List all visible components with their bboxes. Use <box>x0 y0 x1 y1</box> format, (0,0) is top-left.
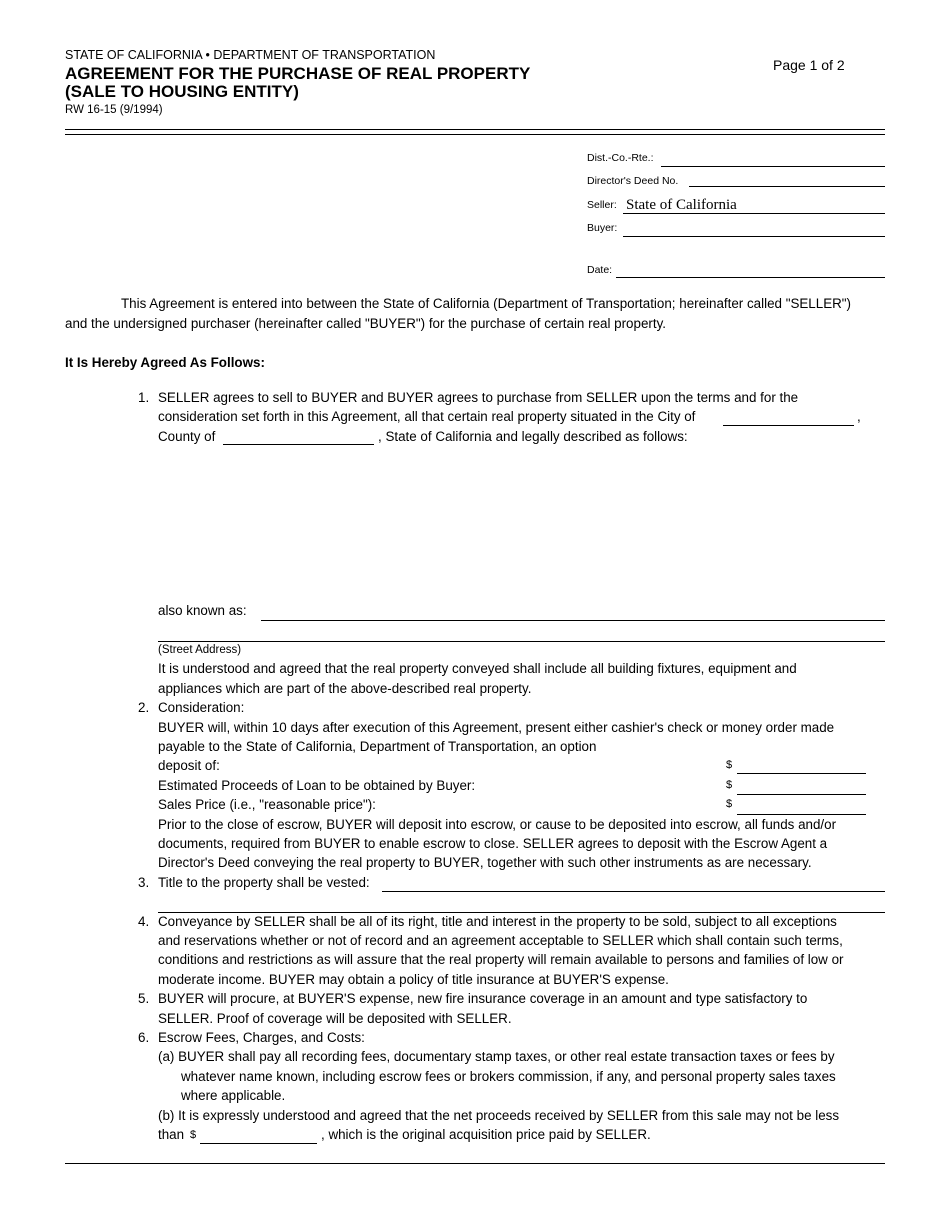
item2-heading: Consideration: <box>158 700 245 715</box>
item4-line1: Conveyance by SELLER shall be all of its right, title and interest in the property to be sold, subject to all exceptions <box>158 914 837 929</box>
item6-number: 6. <box>138 1030 150 1045</box>
county-label: County of <box>158 429 216 444</box>
intro-line1: This Agreement is entered into between the State of California (Department of Transportation; hereinafter called "SELLER") <box>121 296 852 311</box>
item1-line1: SELLER agrees to sell to BUYER and BUYER agrees to purchase from SELLER upon the terms and for the <box>158 390 799 405</box>
item6-b-prefix: than <box>158 1127 185 1142</box>
item6-a-line1: (a) BUYER shall pay all recording fees, documentary stamp taxes, or other real estate transaction taxes or fees by <box>158 1049 835 1064</box>
agreed-heading: It Is Hereby Agreed As Follows: <box>65 355 265 370</box>
item5-line2: SELLER. Proof of coverage will be deposited with SELLER. <box>158 1011 512 1026</box>
loan-field[interactable] <box>737 794 866 795</box>
price-label: Sales Price (i.e., "reasonable price"): <box>158 797 376 812</box>
price-currency: $ <box>726 798 733 810</box>
deposit-label: deposit of: <box>158 758 220 773</box>
form-title-line2: (SALE TO HOUSING ENTITY) <box>65 82 299 101</box>
street-address-label: (Street Address) <box>158 644 242 656</box>
buyer-label: Buyer: <box>587 222 618 234</box>
item1-line2: consideration set forth in this Agreement, all that certain real property situated in the City of <box>158 409 696 424</box>
item2-number: 2. <box>138 700 150 715</box>
item2-line2: payable to the State of California, Department of Transportation, an option <box>158 739 597 754</box>
form-number: RW 16-15 (9/1994) <box>65 104 163 116</box>
deposit-field[interactable] <box>737 773 866 774</box>
deposit-currency: $ <box>726 759 733 771</box>
seller-field[interactable] <box>623 213 885 214</box>
form-title <box>65 65 625 101</box>
item4-line4: moderate income. BUYER may obtain a policy of title insurance at BUYER'S expense. <box>158 972 669 987</box>
item6-b-suffix: , which is the original acquisition price paid by SELLER. <box>321 1127 651 1142</box>
county-field[interactable] <box>223 444 374 445</box>
fixtures-line2: appliances which are part of the above-described real property. <box>158 681 532 696</box>
loan-currency: $ <box>726 779 733 791</box>
escrow-line2: documents, required from BUYER to enable escrow to close. SELLER agrees to deposit with the Escrow Agent a <box>158 836 828 851</box>
intro-line2: and the undersigned purchaser (hereinafter called "BUYER") for the purchase of certain real property. <box>65 316 667 331</box>
aka-field[interactable] <box>261 620 885 621</box>
acquisition-price-field[interactable] <box>200 1143 317 1144</box>
dist-label: Dist.-Co.-Rte.: <box>587 152 654 164</box>
title-vesting-field[interactable] <box>382 891 885 892</box>
item6-a-line3: where applicable. <box>181 1088 286 1103</box>
item6-heading: Escrow Fees, Charges, and Costs: <box>158 1030 365 1045</box>
form-title-line1: AGREEMENT FOR THE PURCHASE OF REAL PROPERTY <box>65 64 531 83</box>
date-field[interactable] <box>616 277 885 278</box>
acquisition-currency: $ <box>190 1129 197 1141</box>
item4-line2: and reservations whether or not of record and an agreement acceptable to SELLER which shall contain such terms, <box>158 933 843 948</box>
seller-label: Seller: <box>587 199 617 211</box>
seller-value: State of California <box>626 197 737 213</box>
item1-comma: , <box>857 409 861 424</box>
loan-label: Estimated Proceeds of Loan to be obtained by Buyer: <box>158 778 476 793</box>
date-label: Date: <box>587 264 613 276</box>
item3-number: 3. <box>138 875 150 890</box>
item5-line1: BUYER will procure, at BUYER'S expense, new fire insurance coverage in an amount and type satisfactory to <box>158 991 808 1006</box>
item4-number: 4. <box>138 914 150 929</box>
item3-text: Title to the property shall be vested: <box>158 875 370 890</box>
escrow-line1: Prior to the close of escrow, BUYER will deposit into escrow, or cause to be deposited into escrow, all funds and/or <box>158 817 837 832</box>
item5-number: 5. <box>138 991 150 1006</box>
item1-number: 1. <box>138 390 150 405</box>
county-tail: , State of California and legally described as follows: <box>378 429 688 444</box>
buyer-field[interactable] <box>623 236 885 237</box>
deed-field[interactable] <box>689 186 885 187</box>
item2-line1: BUYER will, within 10 days after execution of this Agreement, present either cashier's check or money order made <box>158 720 835 735</box>
deed-label: Director's Deed No. <box>587 175 679 187</box>
dist-field[interactable] <box>661 166 885 167</box>
footer-divider <box>65 1163 885 1164</box>
city-field[interactable] <box>723 425 854 426</box>
item6-b-line1: (b) It is expressly understood and agreed that the net proceeds received by SELLER from this sale may not be less <box>158 1108 840 1123</box>
fixtures-line1: It is understood and agreed that the real property conveyed shall include all building fixtures, equipment and <box>158 661 797 676</box>
page-indicator: Page 1 of 2 <box>773 57 845 73</box>
item6-a-line2: whatever name known, including escrow fees or brokers commission, if any, and personal property sales taxes <box>181 1069 836 1084</box>
agency-line: STATE OF CALIFORNIA • DEPARTMENT OF TRANSPORTATION <box>65 48 436 62</box>
street-address-field[interactable] <box>158 641 885 642</box>
header-divider-bottom <box>65 134 885 135</box>
aka-label: also known as: <box>158 603 247 618</box>
header-divider-top <box>65 129 885 130</box>
escrow-line3: Director's Deed conveying the real property to BUYER, together with such other instruments as are necessary. <box>158 855 812 870</box>
item4-line3: conditions and restrictions as will assure that the real property will remain available to persons and families of low or <box>158 952 844 967</box>
